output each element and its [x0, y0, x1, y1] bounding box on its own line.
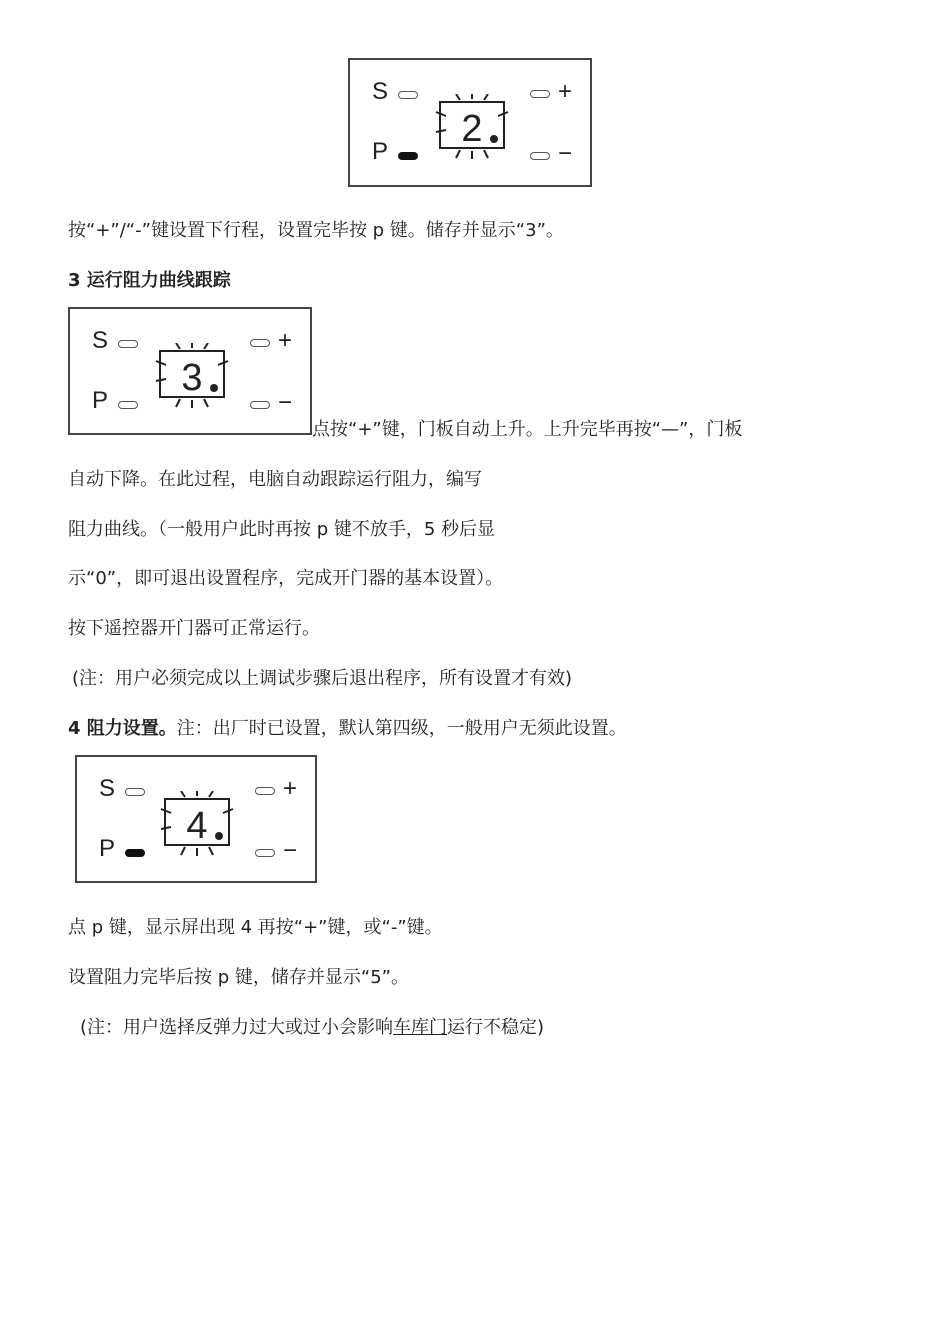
- plus-indicator-led: [250, 339, 270, 347]
- minus-indicator-led: [530, 152, 550, 160]
- p-indicator-led: [398, 152, 418, 160]
- section-heading-4-line: [68, 717, 627, 741]
- instruction-track-1: 点按“+”键，门板自动上升。上升完毕再按“—”，门板: [312, 419, 743, 440]
- minus-button-label: −: [278, 389, 293, 416]
- plus-indicator-led: [255, 787, 275, 795]
- section-heading-4: 4 阻力设置。: [68, 718, 177, 739]
- minus-indicator-led: [250, 401, 270, 409]
- plus-button-label: +: [278, 327, 293, 354]
- note-resistance-post: 运行不稳定): [447, 1017, 545, 1038]
- section-heading-3: 3 运行阻力曲线跟踪: [68, 270, 231, 291]
- control-panel-display-3: [68, 307, 312, 435]
- plus-button-label: +: [283, 775, 298, 802]
- p-button-label: P: [92, 387, 109, 414]
- instruction-resistance-1: 点 p 键，显示屏出现 4 再按“+”键，或“-”键。: [68, 917, 443, 938]
- instruction-track-2: 自动下降。在此过程，电脑自动跟踪运行阻力，编写: [68, 469, 482, 490]
- lcd-digit: 2: [461, 108, 483, 150]
- plus-indicator-led: [530, 90, 550, 98]
- s-button-label: S: [99, 775, 116, 802]
- lcd-digit: 4: [186, 805, 208, 847]
- note-resistance-pre: (注：用户选择反弹力过大或过小会影响: [80, 1017, 394, 1038]
- garage-door-link[interactable]: 车库门: [393, 1017, 448, 1038]
- s-indicator-led: [398, 91, 418, 99]
- plus-button-label: +: [558, 78, 573, 105]
- p-button-label: P: [372, 138, 389, 165]
- instruction-track-3: 阻力曲线。（一般用户此时再按 p 键不放手，5 秒后显: [68, 519, 496, 540]
- s-button-label: S: [372, 78, 389, 105]
- lcd-digit: 3: [181, 357, 203, 399]
- instruction-normal-run: 按下遥控器开门器可正常运行。: [68, 618, 320, 639]
- minus-button-label: −: [558, 140, 573, 167]
- instruction-track-4: 示“0”，即可退出设置程序，完成开门器的基本设置）。: [68, 568, 504, 589]
- lcd-digit-display: [154, 343, 230, 409]
- control-panel-display-2: [348, 58, 592, 187]
- minus-button-label: −: [283, 837, 298, 864]
- note-resistance-line: [80, 1016, 544, 1040]
- p-indicator-led: [118, 401, 138, 409]
- s-indicator-led: [125, 788, 145, 796]
- lcd-digit-display: [159, 791, 235, 857]
- section-heading-4-note: 注：出厂时已设置，默认第四级，一般用户无须此设置。: [176, 718, 627, 739]
- s-indicator-led: [118, 340, 138, 348]
- note-complete-steps: (注：用户必须完成以上调试步骤后退出程序，所有设置才有效): [72, 668, 573, 689]
- instruction-down-travel: 按“+”/“-”键设置下行程，设置完毕按 p 键。储存并显示“3”。: [68, 220, 564, 241]
- p-indicator-led: [125, 849, 145, 857]
- instruction-resistance-2: 设置阻力完毕后按 p 键，储存并显示“5”。: [68, 967, 409, 988]
- lcd-digit-display: [434, 94, 510, 160]
- control-panel-display-4: [75, 755, 317, 883]
- s-button-label: S: [92, 327, 109, 354]
- minus-indicator-led: [255, 849, 275, 857]
- p-button-label: P: [99, 835, 116, 862]
